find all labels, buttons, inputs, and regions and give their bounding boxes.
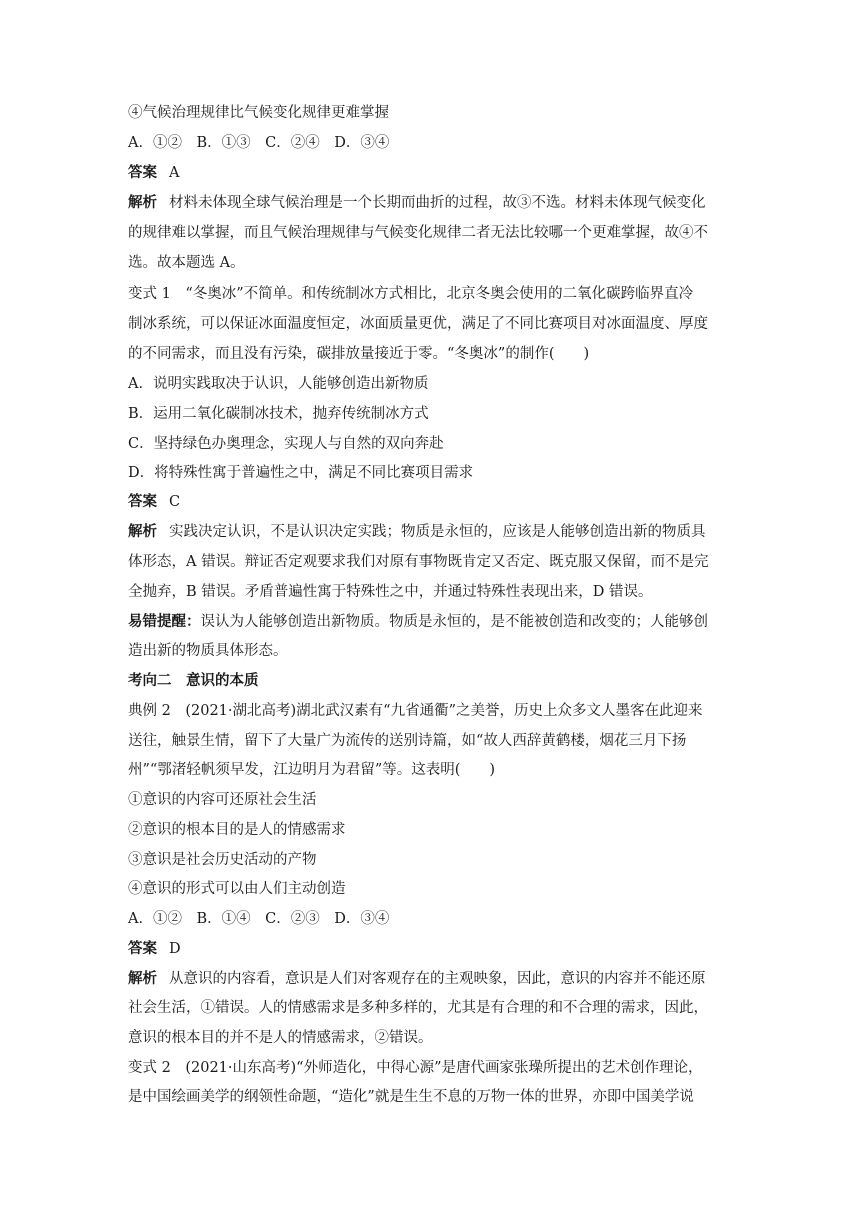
analysis-text: 意识的根本目的并不是人的情感需求，②错误。 [128,1030,433,1046]
variant-question: 制冰系统，可以保证冰面温度恒定，冰面质量更优，满足了不同比赛项目对冰面温度、厚度 [128,316,708,332]
option-c: C．坚持绿色办奥理念，实现人与自然的双向奔赴 [128,436,444,452]
example-question: 典例 2 (2021·湖北高考)湖北武汉素有“九省通衢”之美誉，历史上众多文人墨客在此迎来 [128,703,703,719]
option-statement-1: ①意识的内容可还原社会生活 [128,792,317,808]
analysis-text: 的规律难以掌握，而且气候治理规律与气候变化规律二者无法比较哪一个更难掌握，故④不 [128,225,708,241]
option-d: D．将特殊性寓于普遍性之中，满足不同比赛项目需求 [128,465,474,481]
answer-label: 答案 [128,941,157,957]
answer-line: 答案 C [128,494,181,510]
analysis-label: 解析 [128,195,157,211]
answer-label: 答案 [128,165,157,181]
analysis-text: 选。故本题选 A。 [128,255,245,271]
analysis-line: 解析 从意识的内容看，意识是人们对客观存在的主观映象，因此，意识的内容并不能还原 [128,971,706,987]
answer-options: A．①② B．①③ C．②④ D．③④ [128,135,390,151]
variant-question: 是中国绘画美学的纲领性命题，“造化”就是生生不息的万物一体的世界，亦即中国美学说 [128,1089,694,1105]
option-b: B．运用二氧化碳制冰技术，抛弃传统制冰方式 [128,406,429,422]
error-reminder-label: 易错提醒： [128,614,201,630]
option-statement-3: ③意识是社会历史活动的产物 [128,852,317,868]
answer-line: 答案 A [128,165,180,181]
variant-question: 变式 1 “冬奥冰”不简单。和传统制冰方式相比，北京冬奥会使用的二氧化碳跨临界直冷 [128,286,694,302]
variant-question: 变式 2 (2021·山东高考)“外师造化，中得心源”是唐代画家张璪所提出的艺术创作理论， [128,1060,703,1076]
section-heading: 考向二 意识的本质 [128,673,259,689]
option-statement-2: ②意识的根本目的是人的情感需求 [128,822,346,838]
analysis-label: 解析 [128,971,157,987]
analysis-label: 解析 [128,524,157,540]
answer-label: 答案 [128,494,157,510]
analysis-line: 解析 实践决定认识，不是认识决定实践；物质是永恒的，应该是人能够创造出新的物质具 [128,524,706,540]
analysis-text: 体形态，A 错误。辩证否定观要求我们对原有事物既肯定又否定、既克服又保留，而不是完 [128,554,709,570]
example-question: 州”“鄂渚轻帆须早发，江边明月为君留”等。这表明( ) [128,762,496,778]
analysis-text: 全抛弃，B 错误。矛盾普遍性寓于特殊性之中，并通过特殊性表现出来，D 错误。 [128,584,653,600]
example-question: 送往，触景生情，留下了大量广为流传的送别诗篇，如“故人西辞黄鹤楼，烟花三月下扬 [128,733,687,749]
analysis-line: 解析 材料未体现全球气候治理是一个长期而曲折的过程，故③不选。材料未体现气候变化 [128,195,706,211]
answer-line: 答案 D [128,941,181,957]
variant-question: 的不同需求，而且没有污染，碳排放量接近于零。“冬奥冰”的制作( ) [128,346,590,362]
option-a: A．说明实践取决于认识，人能够创造出新物质 [128,376,429,392]
answer-options: A．①② B．①④ C．②③ D．③④ [128,911,390,927]
error-reminder-text: 造出新的物质具体形态。 [128,643,288,659]
option-statement-4: ④意识的形式可以由人们主动创造 [128,881,346,897]
error-reminder: 易错提醒：误认为人能够创造出新物质。物质是永恒的，是不能被创造和改变的；人能够创 [128,614,708,630]
option-statement-4: ④气候治理规律比气候变化规律更难掌握 [128,105,389,121]
analysis-text: 社会生活，①错误。人的情感需求是多种多样的，尤其是有合理的和不合理的需求，因此， [128,1000,708,1016]
